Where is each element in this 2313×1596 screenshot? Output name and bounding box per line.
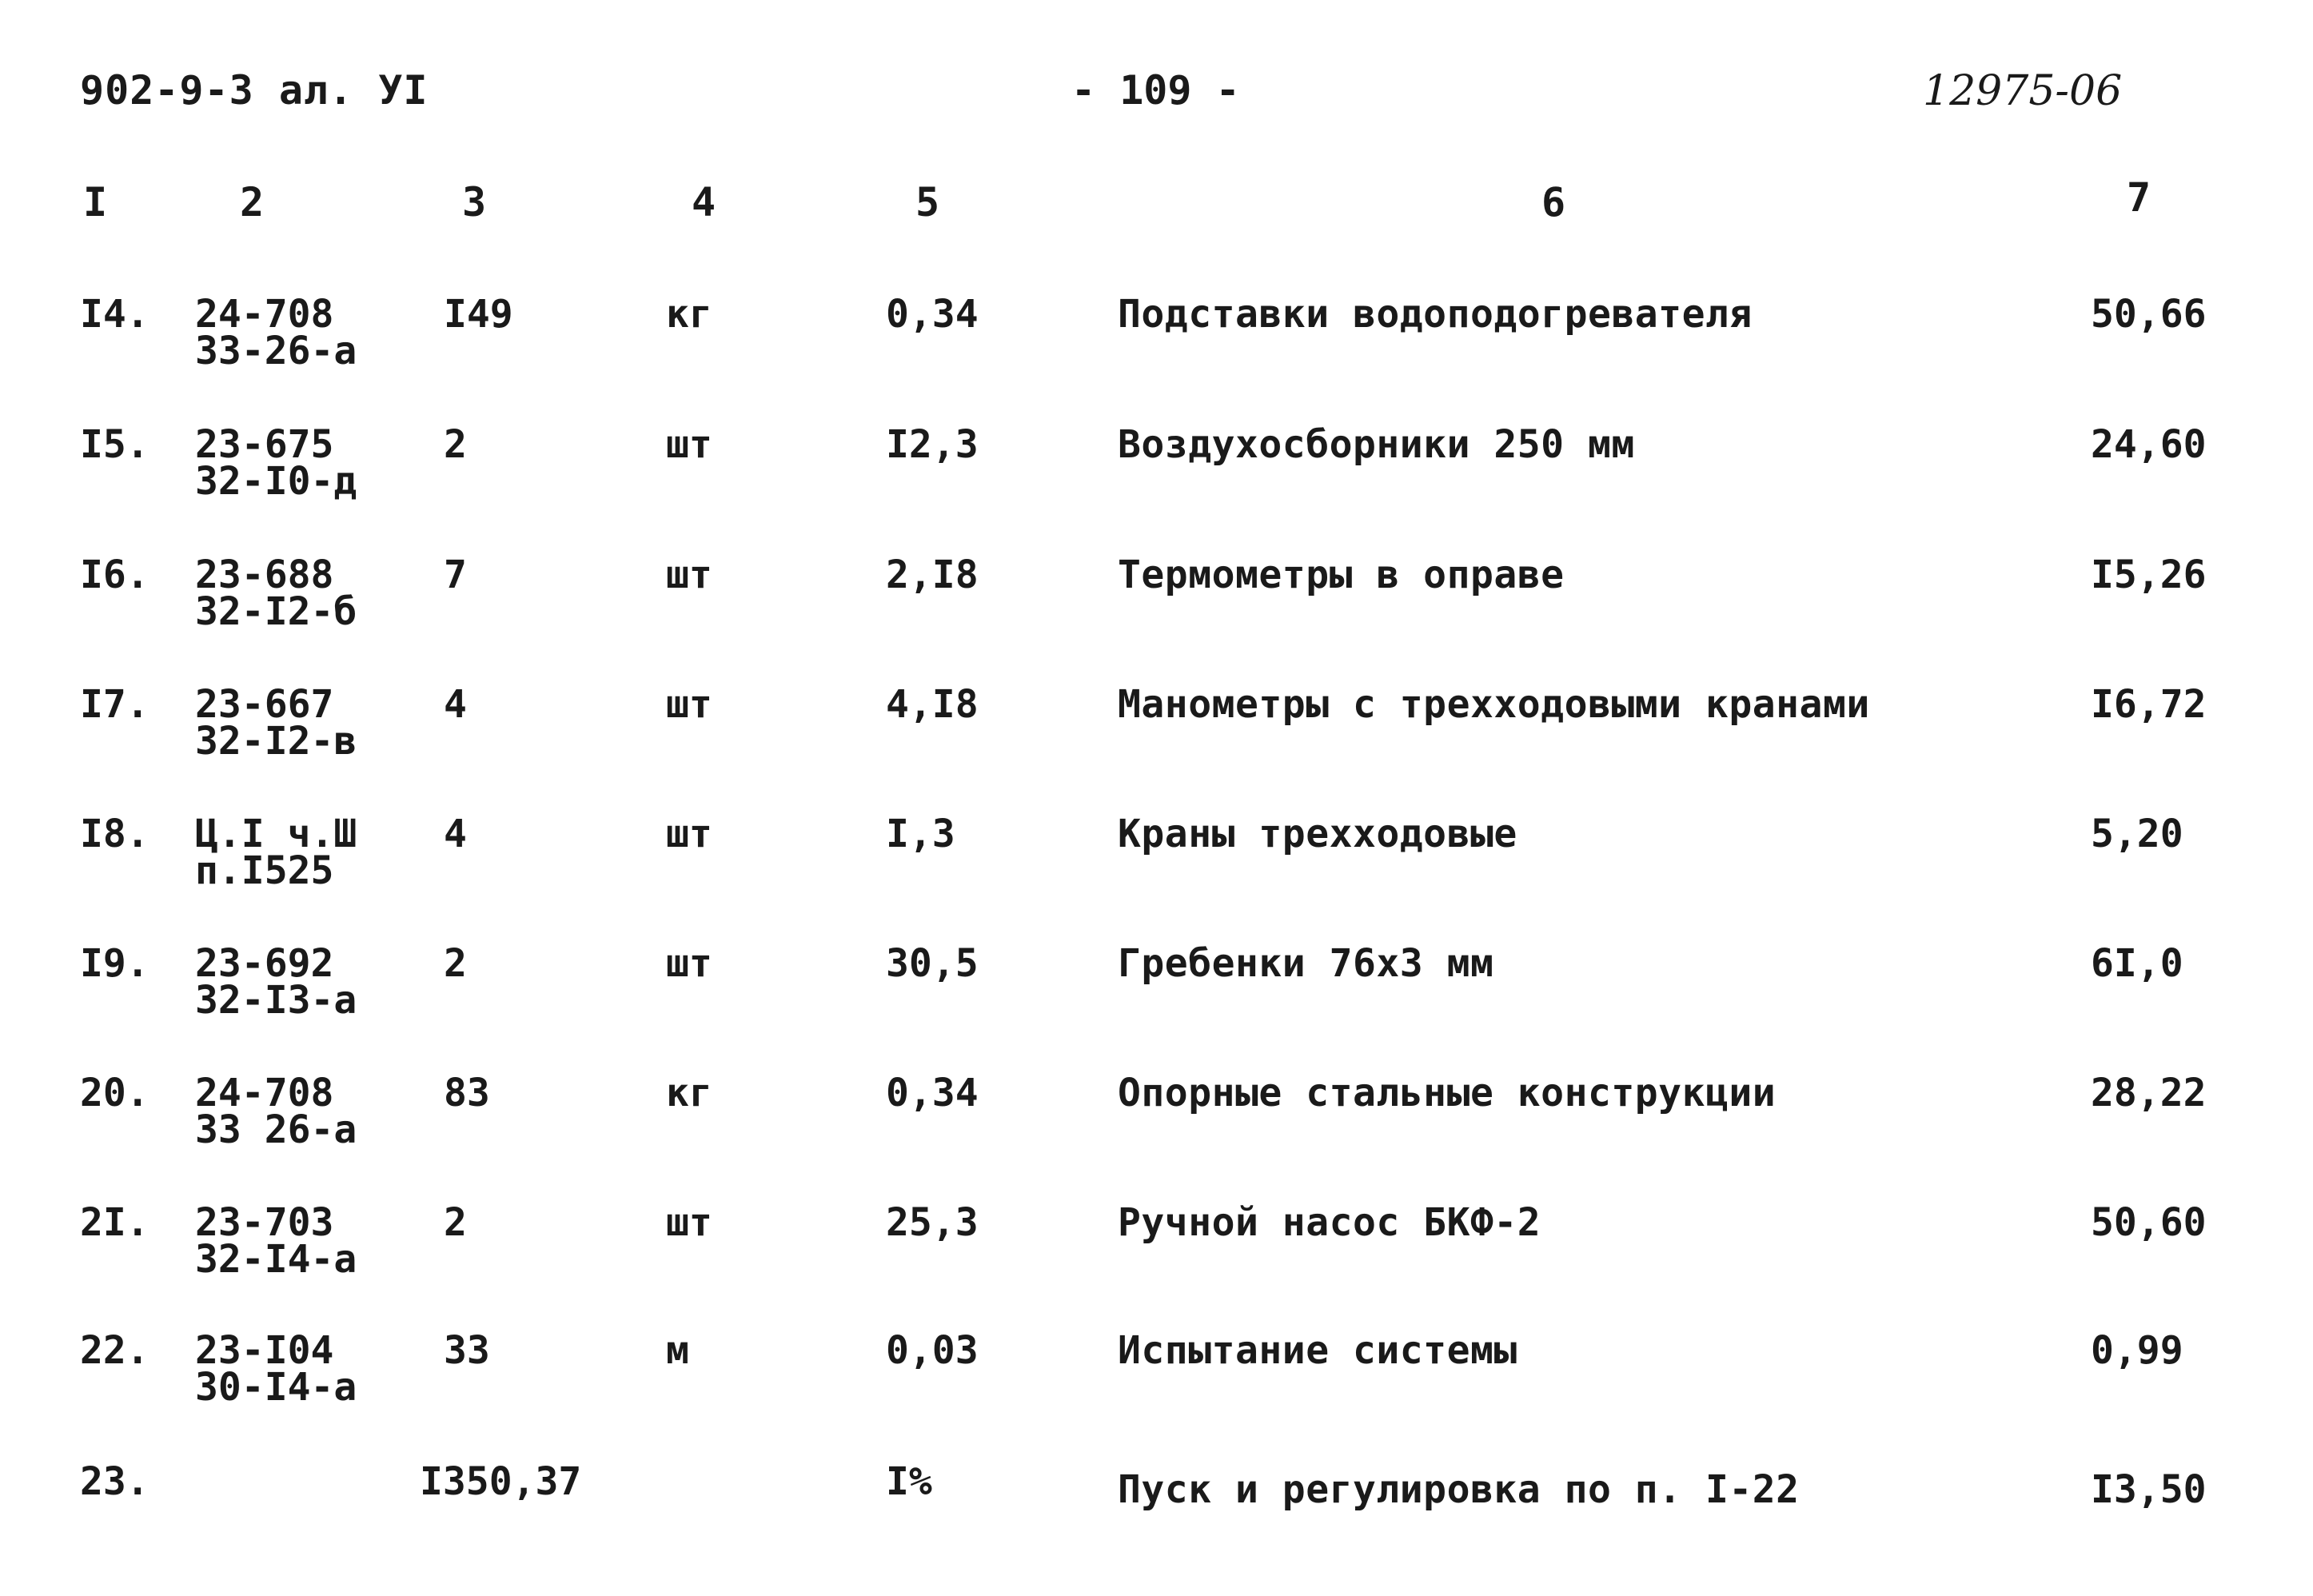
quantity: 2 xyxy=(444,1200,467,1245)
price-code: 24-708 33-26-а xyxy=(195,292,357,373)
table-row xyxy=(0,1200,2313,1308)
table-row xyxy=(0,422,2313,530)
table-row xyxy=(0,941,2313,1049)
unit-price: 25,3 xyxy=(886,1200,979,1245)
price-code: 24-708 33 26-а xyxy=(195,1071,357,1152)
unit-price: I,3 xyxy=(886,812,955,856)
column-number-2: 2 xyxy=(240,179,265,225)
total-cost: 5,20 xyxy=(2091,812,2183,856)
quantity: 7 xyxy=(444,553,467,597)
unit-price: 0,34 xyxy=(886,292,979,337)
table-row xyxy=(0,292,2313,400)
row-number: I5. xyxy=(80,422,150,467)
item-name: Подставки водоподогревателя xyxy=(1118,292,1753,337)
row-number: 23. xyxy=(80,1459,150,1504)
item-name: Термометры в оправе xyxy=(1118,553,1565,597)
quantity: 2 xyxy=(444,422,467,467)
table-row xyxy=(0,1328,2313,1436)
row-number: I4. xyxy=(80,292,150,337)
quantity: 2 xyxy=(444,941,467,986)
quantity: 33 xyxy=(444,1328,490,1373)
unit-price: 2,I8 xyxy=(886,553,979,597)
price-code: 23-692 32-I3-а xyxy=(195,941,357,1023)
unit: шт xyxy=(666,682,712,727)
row-number: I8. xyxy=(80,812,150,856)
total-cost: I6,72 xyxy=(2091,682,2207,727)
unit: шт xyxy=(666,812,712,856)
total-cost: 28,22 xyxy=(2091,1071,2207,1115)
table-row xyxy=(0,553,2313,660)
total-cost: 50,60 xyxy=(2091,1200,2207,1245)
handwritten-inventory-number: 12975-06 xyxy=(1923,67,2123,115)
unit-price: I2,3 xyxy=(886,422,979,467)
quantity: I350,37 xyxy=(420,1459,582,1504)
item-name: Испытание системы xyxy=(1118,1328,1517,1373)
table-row xyxy=(0,1459,2313,1567)
item-name: Воздухосборники 250 мм xyxy=(1118,422,1635,467)
unit: кг xyxy=(666,1071,712,1115)
total-cost: 50,66 xyxy=(2091,292,2207,337)
quantity: I49 xyxy=(444,292,513,337)
unit-price: 0,34 xyxy=(886,1071,979,1115)
row-number: 20. xyxy=(80,1071,150,1115)
item-name: Опорные стальные конструкции xyxy=(1118,1071,1777,1115)
total-cost: 0,99 xyxy=(2091,1328,2183,1373)
unit: м xyxy=(666,1328,689,1373)
total-cost: I5,26 xyxy=(2091,553,2207,597)
row-number: 2I. xyxy=(80,1200,150,1245)
price-code: 23-688 32-I2-б xyxy=(195,553,357,634)
total-cost: I3,50 xyxy=(2091,1467,2207,1512)
total-cost: 6I,0 xyxy=(2091,941,2183,986)
total-cost: 24,60 xyxy=(2091,422,2207,467)
unit: шт xyxy=(666,422,712,467)
table-row xyxy=(0,1071,2313,1179)
page-number: - 109 - xyxy=(1071,67,1240,114)
unit: шт xyxy=(666,1200,712,1245)
column-number-5: 5 xyxy=(915,179,940,225)
unit: шт xyxy=(666,941,712,986)
row-number: I6. xyxy=(80,553,150,597)
row-number: I9. xyxy=(80,941,150,986)
unit: кг xyxy=(666,292,712,337)
row-number: 22. xyxy=(80,1328,150,1373)
price-code: 23-I04 30-I4-а xyxy=(195,1328,357,1410)
column-number-4: 4 xyxy=(692,179,716,225)
price-code: 23-703 32-I4-а xyxy=(195,1200,357,1282)
unit-price: I% xyxy=(886,1459,932,1504)
unit-price: 0,03 xyxy=(886,1328,979,1373)
column-number-6: 6 xyxy=(1541,179,1566,225)
price-code: 23-675 32-I0-д xyxy=(195,422,357,504)
column-number-3: 3 xyxy=(462,179,487,225)
column-number-1: I xyxy=(83,179,108,225)
quantity: 83 xyxy=(444,1071,490,1115)
item-name: Гребенки 76х3 мм xyxy=(1118,941,1494,986)
price-code: Ц.I ч.Ш п.I525 xyxy=(195,812,357,893)
unit-price: 4,I8 xyxy=(886,682,979,727)
item-name: Пуск и регулировка по п. I-22 xyxy=(1118,1467,1800,1512)
column-number-7: 7 xyxy=(2127,174,2151,221)
unit-price: 30,5 xyxy=(886,941,979,986)
item-name: Ручной насос БКФ-2 xyxy=(1118,1200,1541,1245)
quantity: 4 xyxy=(444,812,467,856)
item-name: Манометры с трехходовыми кранами xyxy=(1118,682,1870,727)
unit: шт xyxy=(666,553,712,597)
item-name: Краны трехходовые xyxy=(1118,812,1517,856)
document-code: 902-9-3 ал. УI xyxy=(80,67,429,114)
table-row xyxy=(0,682,2313,790)
price-code: 23-667 32-I2-в xyxy=(195,682,357,764)
row-number: I7. xyxy=(80,682,150,727)
table-row xyxy=(0,812,2313,920)
quantity: 4 xyxy=(444,682,467,727)
